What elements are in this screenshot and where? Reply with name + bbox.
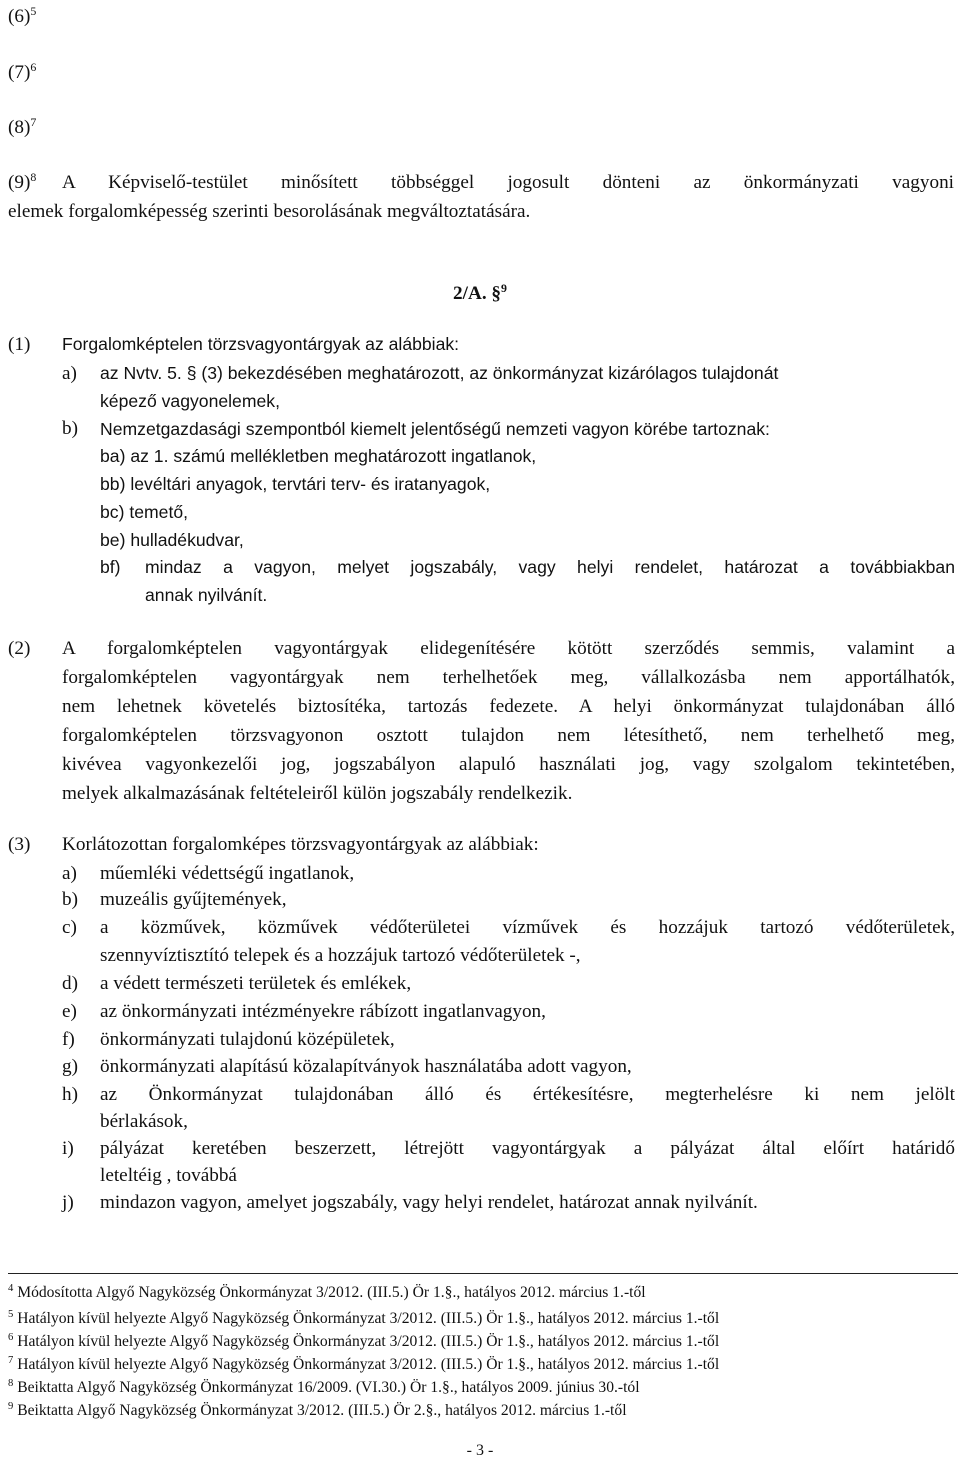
p1-b-label: b) bbox=[62, 418, 78, 439]
footnote-ref-8: 8 bbox=[30, 170, 37, 185]
p3-f-label: f) bbox=[62, 1029, 75, 1050]
p3-d-label: d) bbox=[62, 973, 78, 994]
footnote-8: $^8$ Beiktatta Algyő Nagyközség Önkormányzat 16/2009. (VI.30.) Ör 1.§., hatályos 2009. június 30.-tól bbox=[8, 1378, 640, 1396]
p1-be: be) hulladékudvar, bbox=[100, 530, 244, 550]
p3-g-text: önkormányzati alapítású közalapítványok használatába adott vagyon, bbox=[100, 1056, 632, 1077]
item-7: $(7)^6$ bbox=[8, 60, 37, 83]
footnote-4: $^4$ Módosította Algyő Nagyközség Önkormányzat 3/2012. (III.5.) Ör 1.§., hatályos 2012. március 1.-től bbox=[8, 1283, 646, 1301]
item-9: $(9)^8$ bbox=[8, 170, 37, 193]
p3-c-line1: a közművek, közművek védőterületei vízművek és hozzájuk tartozó védőterületek, bbox=[100, 917, 955, 938]
p3-e-label: e) bbox=[62, 1001, 77, 1022]
section-title: 2/A. §$^9$ bbox=[453, 281, 507, 304]
p2-line3: nem lehetnek követelés biztosítéka, tartozás fedezete. A helyi önkormányzat tulajdonában álló bbox=[62, 696, 955, 717]
p3-j-label: j) bbox=[62, 1192, 74, 1213]
p3-b-text: muzeális gyűjtemények, bbox=[100, 889, 287, 910]
p3-i-line1: pályázat keretében beszerzett, létrejött vagyontárgyak a pályázat által előírt határidő bbox=[100, 1138, 955, 1159]
p3-j-text: mindazon vagyon, amelyet jogszabály, vagy helyi rendelet, határozat annak nyilvánít. bbox=[100, 1192, 758, 1213]
p3-g-label: g) bbox=[62, 1056, 78, 1077]
p2-line1: A forgalomképtelen vagyontárgyak elidegenítésére kötött szerződés semmis, valamint a bbox=[62, 638, 955, 659]
p3-a-text: műemléki védettségű ingatlanok, bbox=[100, 863, 355, 884]
p1-bf-line1: mindaz a vagyon, melyet jogszabály, vagy helyi rendelet, határozat a továbbiakban bbox=[145, 557, 955, 577]
p3-h-line1: az Önkormányzat tulajdonában álló és értékesítésre, megterhelésre ki nem jelölt bbox=[100, 1084, 955, 1105]
p3-h-line2: bérlakások, bbox=[100, 1111, 188, 1132]
p2-line5: kivévea vagyonkezelői jog, jogszabályon alapuló használati jog, vagy szolgalom tekintetében, bbox=[62, 754, 955, 775]
footnote-ref-6: 6 bbox=[30, 60, 37, 75]
p1-bf-label: bf) bbox=[100, 557, 121, 577]
p3-f-text: önkormányzati tulajdonú középületek, bbox=[100, 1029, 395, 1050]
p2-line6: melyek alkalmazásának feltételeiről külön jogszabály rendelkezik. bbox=[62, 783, 573, 804]
p1-a-line1: az Nvtv. 5. § (3) bekezdésében meghatározott, az önkormányzat kizárólagos tulajdonát bbox=[100, 363, 779, 383]
p3-e-text: az önkormányzati intézményekre rábízott ingatlanvagyon, bbox=[100, 1001, 546, 1022]
para9-line1: A Képviselő-testület minősített többséggel jogosult dönteni az önkormányzati vagyoni bbox=[62, 172, 954, 193]
footnote-ref-5: 5 bbox=[30, 4, 37, 19]
p2-number: (2) bbox=[8, 638, 31, 659]
para9-line2: elemek forgalomképesség szerinti besorolásának megváltoztatására. bbox=[8, 201, 531, 222]
item-6: $(6)^5$ bbox=[8, 4, 37, 27]
footnote-ref-9: 9 bbox=[501, 281, 507, 296]
p1-a-label: a) bbox=[62, 363, 77, 384]
p3-c-label: c) bbox=[62, 917, 77, 938]
p3-a-label: a) bbox=[62, 863, 77, 884]
footnote-6: $^6$ Hatályon kívül helyezte Algyő Nagyközség Önkormányzat 3/2012. (III.5.) Ör 1.§., hatályos 2012. március 1.-től bbox=[8, 1332, 720, 1350]
item-8: $(8)^7$ bbox=[8, 115, 37, 138]
p3-d-text: a védett természeti területek és emlékek, bbox=[100, 973, 412, 994]
p3-c-line2: szennyvíztisztító telepek és a hozzájuk tartozó védőterületek -, bbox=[100, 945, 581, 966]
p3-i-line2: leteltéig , továbbá bbox=[100, 1165, 237, 1186]
p3-number: (3) bbox=[8, 834, 31, 855]
p1-bc: bc) temető, bbox=[100, 502, 189, 522]
p1-a-line2: képező vagyonelemek, bbox=[100, 391, 280, 411]
p1-intro: Forgalomképtelen törzsvagyontárgyak az alábbiak: bbox=[62, 334, 460, 354]
p3-b-label: b) bbox=[62, 889, 78, 910]
p3-h-label: h) bbox=[62, 1084, 78, 1105]
p1-ba: ba) az 1. számú mellékletben meghatározott ingatlanok, bbox=[100, 446, 537, 466]
page-number: - 3 - bbox=[466, 1442, 494, 1459]
p1-bb: bb) levéltári anyagok, tervtári terv- és iratanyagok, bbox=[100, 474, 491, 494]
footnote-9: $^9$ Beiktatta Algyő Nagyközség Önkormányzat 3/2012. (III.5.) Ör 2.§., hatályos 2012. március 1.-től bbox=[8, 1401, 627, 1419]
p1-b-text: Nemzetgazdasági szempontból kiemelt jelentőségű nemzeti vagyon körébe tartoznak: bbox=[100, 419, 770, 439]
p2-line4: forgalomképtelen törzsvagyonon osztott tulajdon nem létesíthető, nem terhelhető meg, bbox=[62, 725, 955, 746]
footnote-ref-7: 7 bbox=[30, 115, 37, 130]
footnote-divider bbox=[8, 1273, 958, 1274]
p1-bf-line2: annak nyilvánít. bbox=[145, 585, 268, 605]
p2-line2: forgalomképtelen vagyontárgyak nem terhelhetőek meg, vállalkozásba nem apportálhatók, bbox=[62, 667, 955, 688]
p3-i-label: i) bbox=[62, 1138, 74, 1159]
p3-intro: Korlátozottan forgalomképes törzsvagyontárgyak az alábbiak: bbox=[62, 834, 539, 855]
footnote-7: $^7$ Hatályon kívül helyezte Algyő Nagyközség Önkormányzat 3/2012. (III.5.) Ör 1.§., hatályos 2012. március 1.-től bbox=[8, 1355, 720, 1373]
p1-number: (1) bbox=[8, 334, 31, 355]
footnote-5: $^5$ Hatályon kívül helyezte Algyő Nagyközség Önkormányzat 3/2012. (III.5.) Ör 1.§., hatályos 2012. március 1.-től bbox=[8, 1309, 720, 1327]
